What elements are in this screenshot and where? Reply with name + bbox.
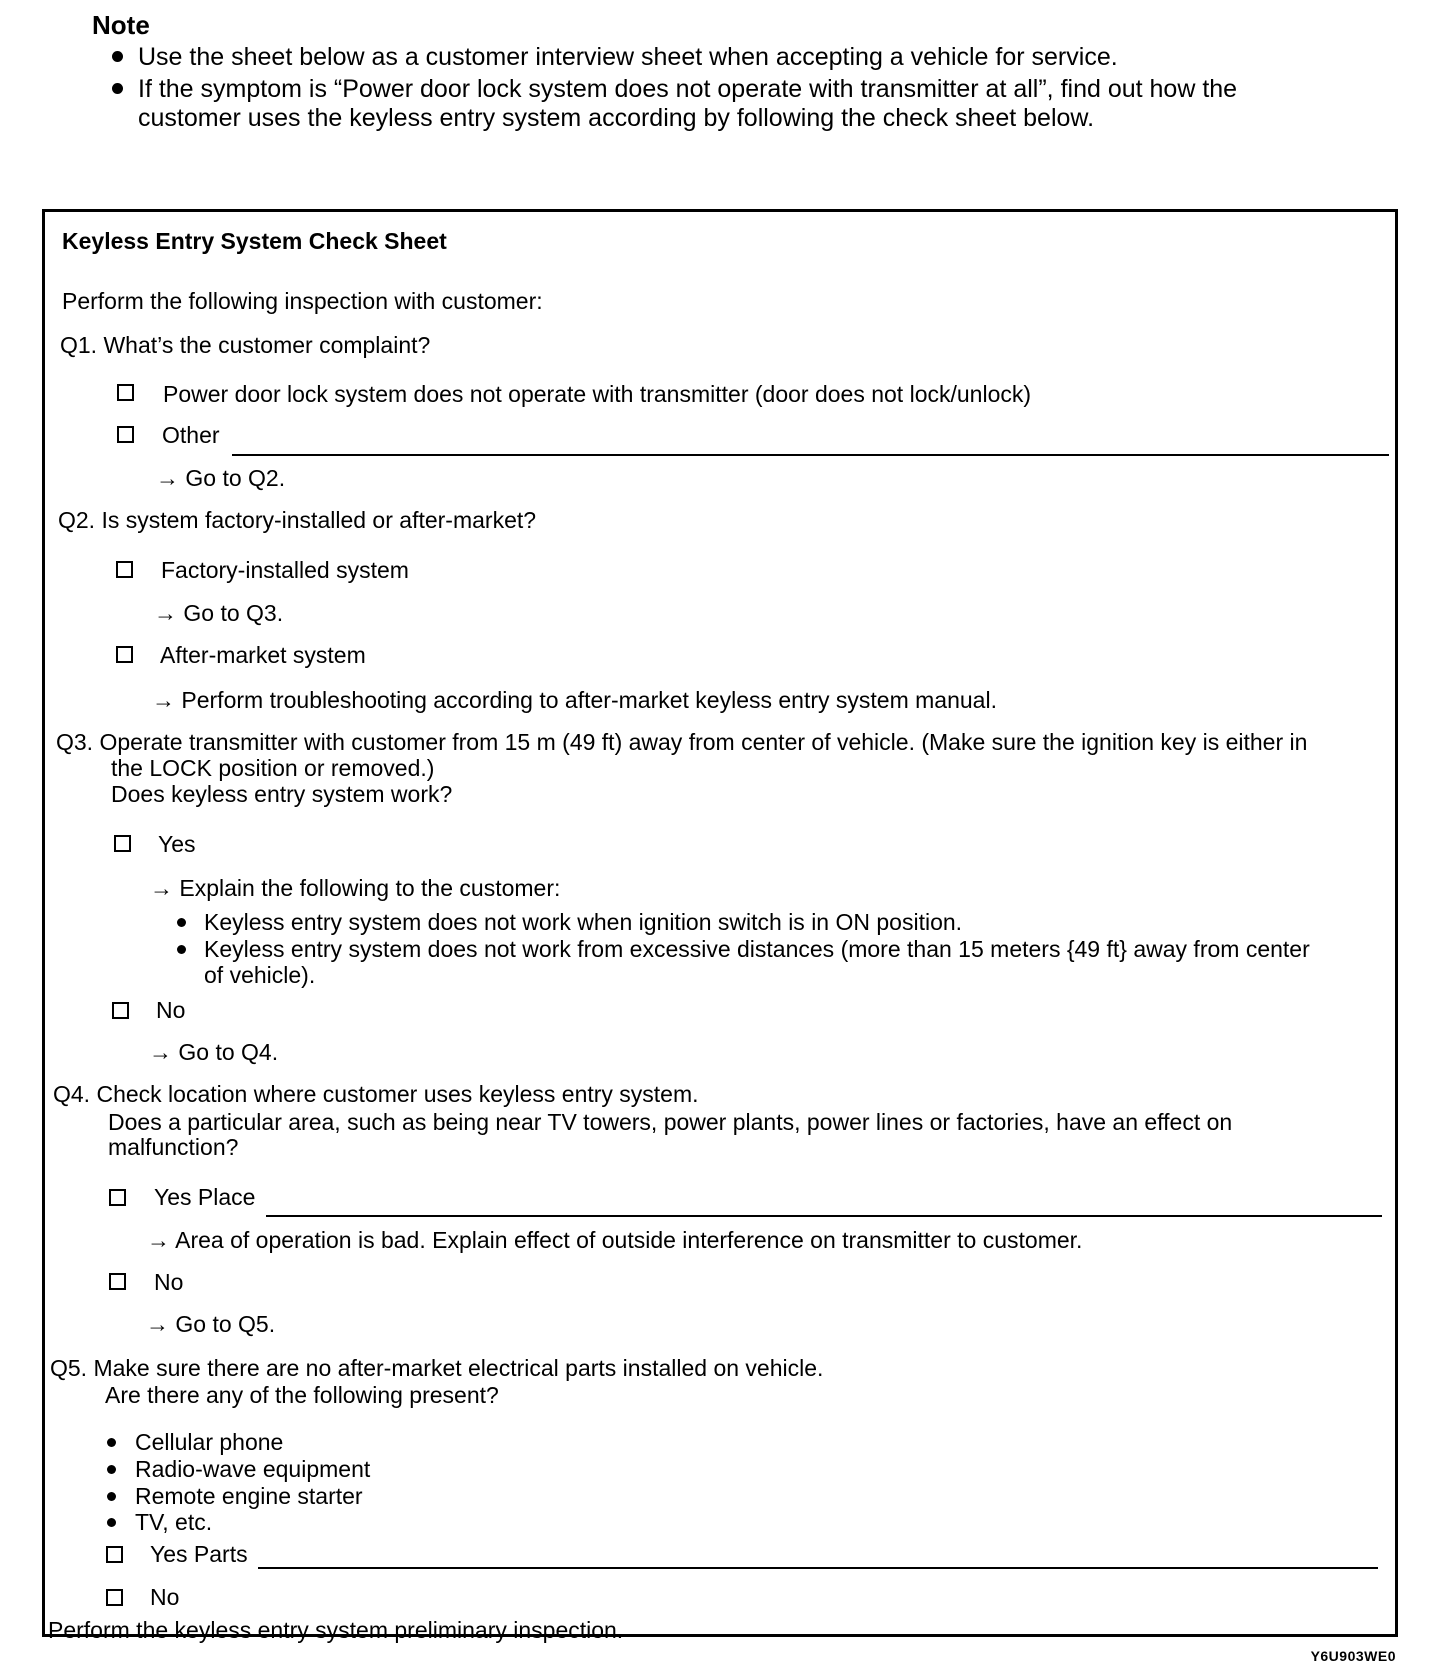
q4-question-line2: Does a particular area, such as being near TV towers, power plants, power lines or factories, have an effect on — [108, 1109, 1233, 1135]
q5-item-1: Cellular phone — [135, 1429, 284, 1455]
q5-item-2: Radio-wave equipment — [135, 1456, 371, 1482]
q3-question-line3: Does keyless entry system work? — [111, 781, 453, 807]
bullet-icon — [107, 1492, 116, 1501]
q4-question-line1: Q4. Check location where customer uses keyless entry system. — [53, 1081, 699, 1107]
note-title: Note — [92, 10, 150, 40]
q3-question-line2: the LOCK position or removed.) — [111, 755, 435, 781]
q1-next: → Go to Q2. — [156, 465, 286, 491]
q5-parts-input-line[interactable] — [258, 1567, 1378, 1569]
q3-yes-checkbox[interactable] — [114, 835, 131, 852]
sheet-intro: Perform the following inspection with customer: — [62, 288, 543, 314]
q4-yes-checkbox[interactable] — [109, 1189, 126, 1206]
q3-yes-bullet-2: Keyless entry system does not work from excessive distances (more than 15 meters {49 ft} away from center — [204, 936, 1310, 962]
q5-item-3: Remote engine starter — [135, 1483, 363, 1509]
q2-option-aftermarket-checkbox[interactable] — [116, 646, 133, 663]
bullet-icon — [107, 1518, 116, 1527]
q5-no-label: No — [150, 1584, 180, 1610]
q1-option-other-label: Other — [162, 422, 220, 448]
q3-no-label: No — [156, 997, 186, 1023]
q3-question-line1: Q3. Operate transmitter with customer from 15 m (49 ft) away from center of vehicle. (Make sure the ignition key is either in — [56, 729, 1308, 755]
q3-no-next: → Go to Q4. — [149, 1039, 279, 1065]
q5-question-line2: Are there any of the following present? — [105, 1382, 499, 1408]
bullet-icon — [112, 83, 123, 94]
note-bullet-1: Use the sheet below as a customer interview sheet when accepting a vehicle for service. — [138, 43, 1118, 71]
q5-yes-checkbox[interactable] — [106, 1546, 123, 1563]
q1-option-power-door-label: Power door lock system does not operate with transmitter (door does not lock/unlock) — [163, 381, 1032, 407]
q3-yes-label: Yes — [158, 831, 196, 857]
sheet-title: Keyless Entry System Check Sheet — [62, 228, 447, 254]
sheet-footer: Perform the keyless entry system preliminary inspection. — [48, 1617, 624, 1643]
q1-option-other-checkbox[interactable] — [117, 426, 134, 443]
note-bullet-2: If the symptom is “Power door lock system does not operate with transmitter at all”, find out how the — [138, 75, 1238, 103]
figure-code: Y6U903WE0 — [1310, 1648, 1396, 1664]
q2-option-factory-label: Factory-installed system — [161, 557, 409, 583]
bullet-icon — [112, 51, 123, 62]
q3-yes-bullet-2-cont: of vehicle). — [204, 962, 316, 988]
q5-question-line1: Q5. Make sure there are no after-market electrical parts installed on vehicle. — [50, 1355, 824, 1381]
q4-place-input-line[interactable] — [266, 1215, 1382, 1217]
q4-no-checkbox[interactable] — [109, 1273, 126, 1290]
bullet-icon — [107, 1465, 116, 1474]
bullet-icon — [177, 945, 186, 954]
q2-factory-next: → Go to Q3. — [154, 600, 284, 626]
q5-yes-label: Yes Parts — [150, 1541, 248, 1567]
q3-no-checkbox[interactable] — [112, 1002, 129, 1019]
q1-question: Q1. What’s the customer complaint? — [60, 332, 431, 358]
bullet-icon — [107, 1438, 116, 1447]
q4-no-label: No — [154, 1269, 184, 1295]
note-bullet-2-cont: customer uses the keyless entry system according by following the check sheet below. — [138, 104, 1095, 132]
bullet-icon — [177, 918, 186, 927]
q4-yes-next: → Area of operation is bad. Explain effect of outside interference on transmitter to customer. — [147, 1227, 1083, 1253]
q4-no-next: → Go to Q5. — [146, 1311, 276, 1337]
q2-question: Q2. Is system factory-installed or after-market? — [58, 507, 537, 533]
q5-no-checkbox[interactable] — [106, 1589, 123, 1606]
q4-question-line3: malfunction? — [108, 1134, 239, 1160]
q2-option-aftermarket-label: After-market system — [160, 642, 366, 668]
q4-yes-label: Yes Place — [154, 1184, 256, 1210]
q5-item-4: TV, etc. — [135, 1509, 213, 1535]
q3-yes-bullet-1: Keyless entry system does not work when ignition switch is in ON position. — [204, 909, 963, 935]
q2-option-factory-checkbox[interactable] — [116, 561, 133, 578]
q1-option-power-door-checkbox[interactable] — [117, 384, 134, 401]
q1-other-input-line[interactable] — [232, 454, 1389, 456]
q3-yes-next: → Explain the following to the customer: — [150, 875, 561, 901]
q2-aftermarket-next: → Perform troubleshooting according to after-market keyless entry system manual. — [152, 687, 997, 713]
